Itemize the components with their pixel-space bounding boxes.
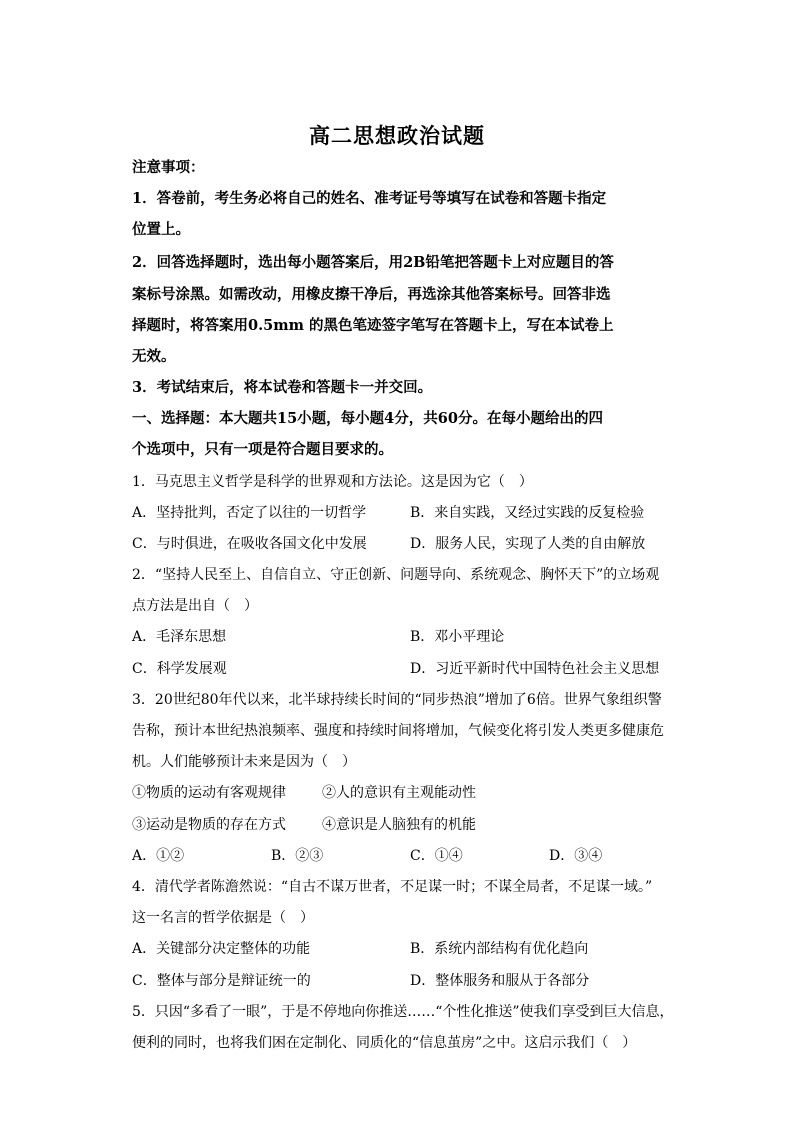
question-1-option-c: C．与时俱进，在吸收各国文化中发展 <box>132 536 367 552</box>
notice-item-2-line-2: 案标号涂黑。如需改动，用橡皮擦干净后，再选涂其他答案标号。回答非选 <box>132 286 611 303</box>
section-heading-line-1: 一、选择题：本大题共15小题，每小题4分，共60分。在每小题给出的四 <box>132 410 603 427</box>
question-2-stem-line-1: 2．“坚持人民至上、自信自立、守正创新、问题导向、系统观念、胸怀天下”的立场观 <box>132 567 660 583</box>
question-1-option-a: A．坚持批判，否定了以往的一切哲学 <box>132 505 367 521</box>
question-2-option-d: D．习近平新时代中国特色社会主义思想 <box>410 661 660 677</box>
question-3-statement-4: ④意识是人脑独有的机能 <box>322 817 476 833</box>
question-5-stem-line-1: 5．只因“多看了一眼”，于是不停地向你推送……“个性化推送”使我们享受到巨大信息， <box>132 1004 674 1020</box>
page-title: 高二思想政治试题 <box>309 123 485 148</box>
question-3-statement-1: ①物质的运动有客观规律 <box>132 785 286 801</box>
section-heading-line-2: 个选项中，只有一项是符合题目要求的。 <box>132 441 393 458</box>
question-4-stem-line-2: 这一名言的哲学依据是（ ） <box>132 910 314 926</box>
notice-item-3-line-1: 3．考试结束后，将本试卷和答题卡一并交回。 <box>132 379 433 396</box>
question-1-stem: 1．马克思主义哲学是科学的世界观和方法论。这是因为它（ ） <box>132 474 533 490</box>
question-1-option-b: B．来自实践，又经过实践的反复检验 <box>410 505 645 521</box>
question-2-option-c: C．科学发展观 <box>132 661 227 677</box>
question-3-stem-line-2: 告称，预计本世纪热浪频率、强度和持续时间将增加，气候变化将引发人类更多健康危 <box>132 723 664 739</box>
question-4-option-a: A．关键部分决定整体的功能 <box>132 941 311 957</box>
question-3-statement-3: ③运动是物质的存在方式 <box>132 817 286 833</box>
question-3-option-d: D．③④ <box>549 848 603 864</box>
notice-item-2-line-3: 择题时，将答案用0.5mm 的黑色笔迹签字笔写在答题卡上，写在本试卷上 <box>132 317 614 334</box>
question-3-statement-2: ②人的意识有主观能动性 <box>322 785 476 801</box>
question-2-stem-line-2: 点方法是出自（ ） <box>132 598 258 614</box>
notice-item-1-line-2: 位置上。 <box>132 221 190 238</box>
notice-item-1-line-1: 1．答卷前，考生务必将自己的姓名、准考证号等填写在试卷和答题卡指定 <box>132 190 607 207</box>
question-3-stem-line-1: 3．20世纪80年代以来，北半球持续长时间的“同步热浪”增加了6倍。世界气象组织警 <box>132 692 662 708</box>
notice-item-2-line-4: 无效。 <box>132 348 176 365</box>
question-4-option-b: B．系统内部结构有优化趋向 <box>410 941 589 957</box>
notice-heading: 注意事项： <box>132 159 205 176</box>
question-1-option-d: D．服务人民，实现了人类的自由解放 <box>410 536 646 552</box>
question-4-option-c: C．整体与部分是辩证统一的 <box>132 973 311 989</box>
question-5-stem-line-2: 便利的同时，也将我们困在定制化、同质化的“信息茧房”之中。这启示我们（ ） <box>132 1035 637 1051</box>
question-3-option-b: B．②③ <box>271 848 324 864</box>
notice-item-2-line-1: 2．回答选择题时，选出每小题答案后，用2B铅笔把答题卡上对应题目的答 <box>132 254 614 271</box>
question-4-option-d: D．整体服务和服从于各部分 <box>410 973 590 989</box>
question-3-stem-line-3: 机。人们能够预计未来是因为（ ） <box>132 754 356 770</box>
question-2-option-a: A．毛泽东思想 <box>132 629 227 645</box>
question-3-option-c: C．①④ <box>410 848 463 864</box>
question-3-option-a: A．①② <box>132 848 185 864</box>
question-2-option-b: B．邓小平理论 <box>410 629 505 645</box>
question-4-stem-line-1: 4．清代学者陈澹然说：“自古不谋万世者，不足谋一时；不谋全局者，不足谋一域。” <box>132 879 653 895</box>
